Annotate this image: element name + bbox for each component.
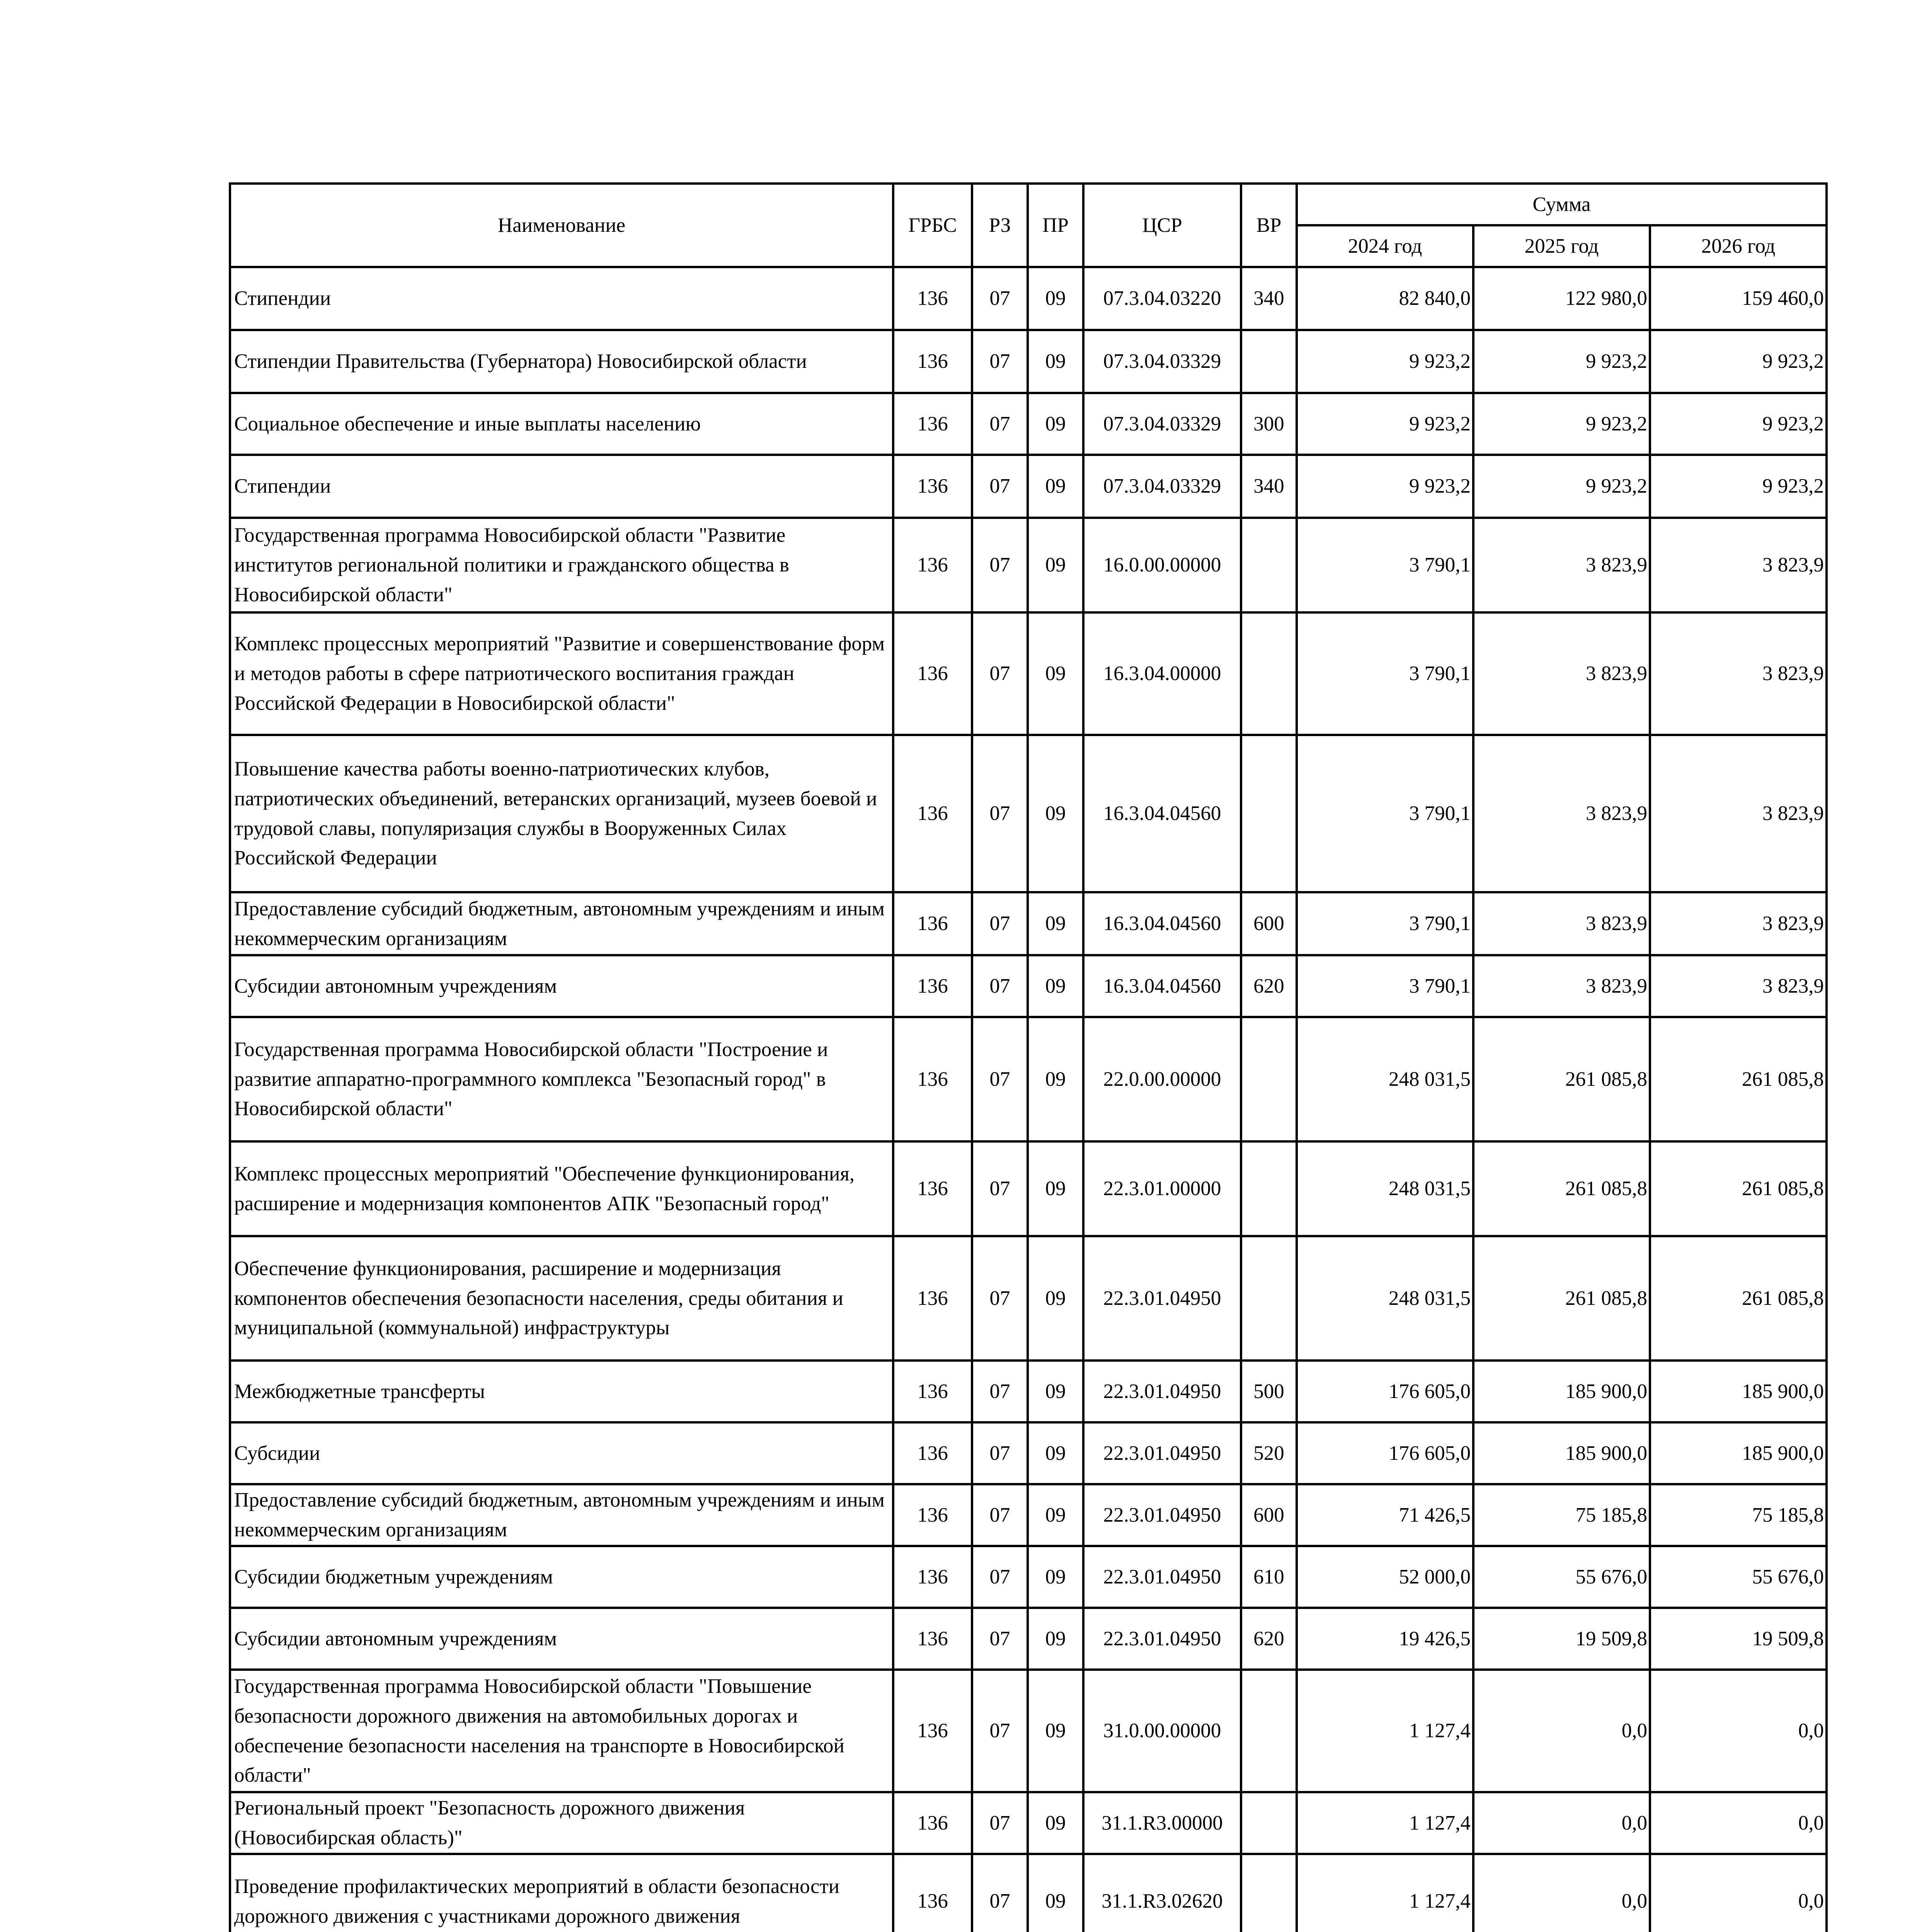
cell-name: Государственная программа Новосибирской области "Построение и развитие аппаратно-программного комплекса "Безопасный город" в Новосибирской области": [230, 1017, 893, 1141]
cell-pr: 09: [1028, 1670, 1083, 1792]
header-pr: ПР: [1028, 184, 1083, 267]
cell-y2025: 0,0: [1473, 1854, 1650, 1932]
cell-y2026: 0,0: [1650, 1854, 1827, 1932]
cell-name: Субсидии: [230, 1422, 893, 1484]
cell-name: Предоставление субсидий бюджетным, автономным учреждениям и иным некоммерческим организациям: [230, 892, 893, 955]
cell-grbs: 136: [893, 393, 972, 455]
cell-y2026: 19 509,8: [1650, 1608, 1827, 1670]
cell-y2026: 261 085,8: [1650, 1236, 1827, 1361]
cell-y2024: 3 790,1: [1297, 612, 1473, 735]
cell-pr: 09: [1028, 1361, 1083, 1422]
cell-y2025: 75 185,8: [1473, 1484, 1650, 1546]
table-row: [230, 612, 1827, 735]
cell-pr: 09: [1028, 612, 1083, 735]
header-sum: Сумма: [1297, 184, 1827, 225]
cell-y2026: 3 823,9: [1650, 518, 1827, 612]
table-row: [230, 1854, 1827, 1932]
cell-name: Комплекс процессных мероприятий "Обеспечение функционирования, расширение и модернизация компонентов АПК "Безопасный город": [230, 1141, 893, 1236]
cell-name: Проведение профилактических мероприятий в области безопасности дорожного движения с участниками дорожного движения: [230, 1854, 893, 1932]
cell-y2025: 3 823,9: [1473, 518, 1650, 612]
cell-y2026: 159 460,0: [1650, 267, 1827, 330]
table-row: [230, 330, 1827, 393]
cell-vr: 620: [1241, 955, 1297, 1017]
cell-rz: 07: [972, 1546, 1028, 1608]
cell-vr: [1241, 735, 1297, 892]
header-year-2026: 2026 год: [1650, 225, 1827, 267]
cell-y2026: 185 900,0: [1650, 1422, 1827, 1484]
cell-pr: 09: [1028, 955, 1083, 1017]
cell-rz: 07: [972, 1017, 1028, 1141]
cell-csr: 22.3.01.04950: [1083, 1236, 1241, 1361]
table-body: [230, 267, 1827, 1932]
cell-y2025: 185 900,0: [1473, 1422, 1650, 1484]
table-row: [230, 1608, 1827, 1670]
cell-grbs: 136: [893, 735, 972, 892]
cell-name: Повышение качества работы военно-патриотических клубов, патриотических объединений, ветеранских организаций, музеев боевой и трудовой славы, популяризация службы в Вооруженных Силах Российской Федерации: [230, 735, 893, 892]
cell-y2024: 176 605,0: [1297, 1422, 1473, 1484]
cell-y2026: 0,0: [1650, 1792, 1827, 1854]
cell-csr: 22.3.01.04950: [1083, 1484, 1241, 1546]
cell-pr: 09: [1028, 518, 1083, 612]
table-row: [230, 955, 1827, 1017]
cell-y2025: 19 509,8: [1473, 1608, 1650, 1670]
cell-name: Социальное обеспечение и иные выплаты населению: [230, 393, 893, 455]
cell-vr: [1241, 1854, 1297, 1932]
cell-csr: 07.3.04.03329: [1083, 455, 1241, 518]
cell-grbs: 136: [893, 455, 972, 518]
cell-y2026: 3 823,9: [1650, 612, 1827, 735]
cell-pr: 09: [1028, 1792, 1083, 1854]
cell-grbs: 136: [893, 1422, 972, 1484]
budget-table: [229, 182, 1828, 1932]
cell-grbs: 136: [893, 1484, 972, 1546]
cell-grbs: 136: [893, 1017, 972, 1141]
cell-rz: 07: [972, 1484, 1028, 1546]
cell-grbs: 136: [893, 1236, 972, 1361]
cell-y2026: 0,0: [1650, 1670, 1827, 1792]
cell-y2025: 9 923,2: [1473, 455, 1650, 518]
cell-name: Стипендии: [230, 267, 893, 330]
table-row: [230, 735, 1827, 892]
cell-grbs: 136: [893, 1546, 972, 1608]
table-row: [230, 518, 1827, 612]
table-row: [230, 1141, 1827, 1236]
cell-y2024: 3 790,1: [1297, 518, 1473, 612]
cell-pr: 09: [1028, 1422, 1083, 1484]
cell-rz: 07: [972, 518, 1028, 612]
table-header: [230, 184, 1827, 267]
cell-pr: 09: [1028, 330, 1083, 393]
cell-grbs: 136: [893, 892, 972, 955]
cell-vr: [1241, 1792, 1297, 1854]
cell-rz: 07: [972, 267, 1028, 330]
cell-y2024: 82 840,0: [1297, 267, 1473, 330]
cell-vr: 340: [1241, 455, 1297, 518]
cell-pr: 09: [1028, 1484, 1083, 1546]
table-row: [230, 455, 1827, 518]
table-row: [230, 1361, 1827, 1422]
cell-y2024: 3 790,1: [1297, 955, 1473, 1017]
header-rz: РЗ: [972, 184, 1028, 267]
cell-y2024: 176 605,0: [1297, 1361, 1473, 1422]
cell-vr: 600: [1241, 1484, 1297, 1546]
cell-rz: 07: [972, 1854, 1028, 1932]
cell-csr: 22.0.00.00000: [1083, 1017, 1241, 1141]
cell-y2024: 9 923,2: [1297, 455, 1473, 518]
cell-rz: 07: [972, 955, 1028, 1017]
cell-y2024: 248 031,5: [1297, 1141, 1473, 1236]
cell-rz: 07: [972, 1792, 1028, 1854]
cell-y2025: 3 823,9: [1473, 612, 1650, 735]
cell-y2026: 9 923,2: [1650, 393, 1827, 455]
cell-pr: 09: [1028, 735, 1083, 892]
header-year-2024: 2024 год: [1297, 225, 1473, 267]
cell-vr: 520: [1241, 1422, 1297, 1484]
cell-y2025: 3 823,9: [1473, 955, 1650, 1017]
cell-csr: 31.1.R3.02620: [1083, 1854, 1241, 1932]
cell-y2026: 3 823,9: [1650, 892, 1827, 955]
cell-vr: [1241, 330, 1297, 393]
cell-grbs: 136: [893, 612, 972, 735]
cell-name: Комплекс процессных мероприятий "Развитие и совершенствование форм и методов работы в сфере патриотического воспитания граждан Российской Федерации в Новосибирской области": [230, 612, 893, 735]
cell-y2025: 122 980,0: [1473, 267, 1650, 330]
cell-rz: 07: [972, 892, 1028, 955]
table-row: [230, 1422, 1827, 1484]
cell-name: Предоставление субсидий бюджетным, автономным учреждениям и иным некоммерческим организациям: [230, 1484, 893, 1546]
cell-csr: 22.3.01.00000: [1083, 1141, 1241, 1236]
cell-grbs: 136: [893, 1361, 972, 1422]
cell-name: Субсидии бюджетным учреждениям: [230, 1546, 893, 1608]
cell-rz: 07: [972, 330, 1028, 393]
header-name: Наименование: [230, 184, 893, 267]
cell-rz: 07: [972, 1141, 1028, 1236]
cell-pr: 09: [1028, 1017, 1083, 1141]
cell-y2025: 0,0: [1473, 1670, 1650, 1792]
cell-csr: 07.3.04.03329: [1083, 330, 1241, 393]
cell-y2025: 3 823,9: [1473, 892, 1650, 955]
cell-y2025: 261 085,8: [1473, 1236, 1650, 1361]
cell-csr: 22.3.01.04950: [1083, 1546, 1241, 1608]
cell-grbs: 136: [893, 1670, 972, 1792]
cell-y2025: 261 085,8: [1473, 1017, 1650, 1141]
cell-vr: [1241, 518, 1297, 612]
header-vr: ВР: [1241, 184, 1297, 267]
cell-pr: 09: [1028, 267, 1083, 330]
table-row: [230, 1236, 1827, 1361]
header-grbs: ГРБС: [893, 184, 972, 267]
table-row: [230, 1484, 1827, 1546]
cell-vr: 610: [1241, 1546, 1297, 1608]
cell-y2026: 9 923,2: [1650, 455, 1827, 518]
cell-pr: 09: [1028, 1608, 1083, 1670]
cell-y2024: 1 127,4: [1297, 1792, 1473, 1854]
cell-rz: 07: [972, 612, 1028, 735]
cell-csr: 22.3.01.04950: [1083, 1361, 1241, 1422]
cell-name: Субсидии автономным учреждениям: [230, 1608, 893, 1670]
cell-y2024: 248 031,5: [1297, 1236, 1473, 1361]
cell-pr: 09: [1028, 455, 1083, 518]
table-row: [230, 1792, 1827, 1854]
cell-y2025: 9 923,2: [1473, 393, 1650, 455]
cell-vr: 340: [1241, 267, 1297, 330]
cell-name: Стипендии Правительства (Губернатора) Новосибирской области: [230, 330, 893, 393]
cell-name: Региональный проект "Безопасность дорожного движения (Новосибирская область)": [230, 1792, 893, 1854]
cell-y2025: 55 676,0: [1473, 1546, 1650, 1608]
cell-y2024: 1 127,4: [1297, 1854, 1473, 1932]
cell-csr: 22.3.01.04950: [1083, 1422, 1241, 1484]
cell-grbs: 136: [893, 1792, 972, 1854]
cell-y2024: 248 031,5: [1297, 1017, 1473, 1141]
cell-pr: 09: [1028, 393, 1083, 455]
cell-y2026: 261 085,8: [1650, 1141, 1827, 1236]
cell-vr: [1241, 1141, 1297, 1236]
cell-y2026: 185 900,0: [1650, 1361, 1827, 1422]
cell-vr: [1241, 1670, 1297, 1792]
cell-y2026: 9 923,2: [1650, 330, 1827, 393]
cell-y2024: 71 426,5: [1297, 1484, 1473, 1546]
cell-vr: 300: [1241, 393, 1297, 455]
cell-rz: 07: [972, 1608, 1028, 1670]
cell-name: Стипендии: [230, 455, 893, 518]
cell-grbs: 136: [893, 1608, 972, 1670]
cell-csr: 07.3.04.03329: [1083, 393, 1241, 455]
cell-rz: 07: [972, 1361, 1028, 1422]
cell-y2024: 9 923,2: [1297, 330, 1473, 393]
cell-csr: 16.0.00.00000: [1083, 518, 1241, 612]
cell-csr: 16.3.04.04560: [1083, 892, 1241, 955]
cell-name: Обеспечение функционирования, расширение и модернизация компонентов обеспечения безопасности населения, среды обитания и муниципальной (коммунальной) инфраструктуры: [230, 1236, 893, 1361]
cell-grbs: 136: [893, 1141, 972, 1236]
cell-rz: 07: [972, 1422, 1028, 1484]
cell-y2025: 0,0: [1473, 1792, 1650, 1854]
table-row: [230, 1546, 1827, 1608]
cell-vr: 500: [1241, 1361, 1297, 1422]
cell-y2025: 9 923,2: [1473, 330, 1650, 393]
table-row: [230, 267, 1827, 330]
cell-grbs: 136: [893, 330, 972, 393]
cell-csr: 16.3.04.04560: [1083, 735, 1241, 892]
cell-y2024: 3 790,1: [1297, 735, 1473, 892]
cell-grbs: 136: [893, 267, 972, 330]
cell-pr: 09: [1028, 1854, 1083, 1932]
cell-csr: 31.1.R3.00000: [1083, 1792, 1241, 1854]
cell-y2024: 52 000,0: [1297, 1546, 1473, 1608]
cell-vr: [1241, 612, 1297, 735]
cell-csr: 16.3.04.00000: [1083, 612, 1241, 735]
cell-grbs: 136: [893, 955, 972, 1017]
cell-grbs: 136: [893, 518, 972, 612]
cell-y2026: 3 823,9: [1650, 955, 1827, 1017]
cell-rz: 07: [972, 735, 1028, 892]
cell-name: Государственная программа Новосибирской области "Повышение безопасности дорожного движения на автомобильных дорогах и обеспечение безопасности населения на транспорте в Новосибирской области": [230, 1670, 893, 1792]
cell-rz: 07: [972, 1670, 1028, 1792]
cell-y2026: 55 676,0: [1650, 1546, 1827, 1608]
cell-vr: 620: [1241, 1608, 1297, 1670]
cell-csr: 07.3.04.03220: [1083, 267, 1241, 330]
cell-csr: 22.3.01.04950: [1083, 1608, 1241, 1670]
cell-y2024: 3 790,1: [1297, 892, 1473, 955]
table-row: [230, 892, 1827, 955]
header-csr: ЦСР: [1083, 184, 1241, 267]
cell-y2026: 261 085,8: [1650, 1017, 1827, 1141]
header-year-2025: 2025 год: [1473, 225, 1650, 267]
cell-name: Межбюджетные трансферты: [230, 1361, 893, 1422]
cell-vr: 600: [1241, 892, 1297, 955]
cell-y2026: 75 185,8: [1650, 1484, 1827, 1546]
cell-y2024: 1 127,4: [1297, 1670, 1473, 1792]
cell-vr: [1241, 1236, 1297, 1361]
cell-csr: 16.3.04.04560: [1083, 955, 1241, 1017]
cell-pr: 09: [1028, 1236, 1083, 1361]
cell-name: Государственная программа Новосибирской области "Развитие институтов региональной политики и гражданского общества в Новосибирской области": [230, 518, 893, 612]
cell-pr: 09: [1028, 892, 1083, 955]
cell-y2025: 3 823,9: [1473, 735, 1650, 892]
cell-y2024: 9 923,2: [1297, 393, 1473, 455]
cell-y2025: 261 085,8: [1473, 1141, 1650, 1236]
cell-grbs: 136: [893, 1854, 972, 1932]
cell-rz: 07: [972, 455, 1028, 518]
cell-y2026: 3 823,9: [1650, 735, 1827, 892]
cell-rz: 07: [972, 393, 1028, 455]
cell-pr: 09: [1028, 1546, 1083, 1608]
cell-rz: 07: [972, 1236, 1028, 1361]
cell-y2024: 19 426,5: [1297, 1608, 1473, 1670]
table-row: [230, 1670, 1827, 1792]
cell-pr: 09: [1028, 1141, 1083, 1236]
table-row: [230, 1017, 1827, 1141]
cell-y2025: 185 900,0: [1473, 1361, 1650, 1422]
cell-csr: 31.0.00.00000: [1083, 1670, 1241, 1792]
cell-vr: [1241, 1017, 1297, 1141]
table-row: [230, 393, 1827, 455]
cell-name: Субсидии автономным учреждениям: [230, 955, 893, 1017]
